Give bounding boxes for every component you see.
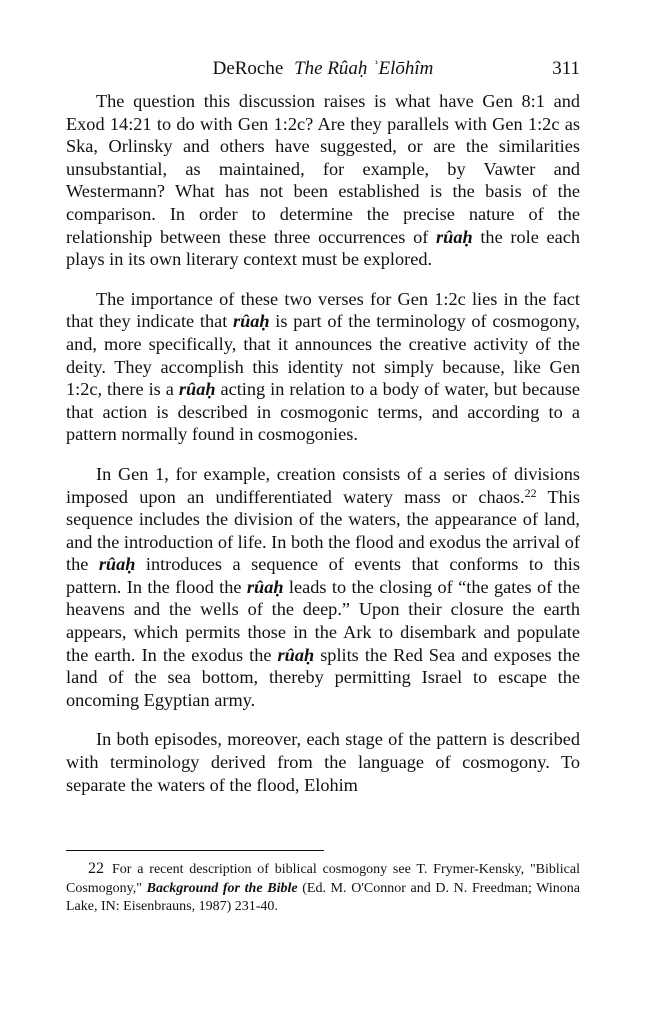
- body-paragraph: [66, 90, 580, 271]
- header-center: [66, 58, 580, 80]
- footnote-number: 22: [88, 860, 104, 877]
- footnote: [66, 860, 580, 917]
- paragraph-text: splits the Red Sea and exposes the land of the sea bottom, thereby permitting Israel to escape the oncoming Egyptian army.: [66, 644, 580, 710]
- transliterated-term: rûaḥ: [178, 379, 216, 400]
- footnote-text-before: For a recent description of biblical cosmogony see T. Frymer-Kensky, "Biblical Cosmogony,": [66, 862, 580, 896]
- transliterated-term: rûaḥ: [246, 576, 284, 597]
- paragraph-text: This sequence includes the division of the waters, the appearance of land, and the introduction of life. In both the flood and exodus the arrival of the: [66, 486, 581, 575]
- paragraph-text: The question this discussion raises is what have Gen 8:1 and Exod 14:21 to do with Gen 1:2c? Are they parallels with Gen 1:2c as Ska, Orlinsky and others have suggested, or are the similarities unsubstantial, as maintained, for example, by Vawter and Westermann? What has not been established is the basis of the comparison. In order to determine the precise nature of the relationship between these three occurrences of: [66, 91, 580, 247]
- footnote-text-after: (Ed. M. O'Connor and D. N. Freedman; Winona Lake, IN: Eisenbrauns, 1987) 231-40.: [66, 880, 580, 914]
- transliterated-term: rûaḥ: [98, 554, 136, 575]
- paragraph-text: leads to the closing of “the gates of the heavens and the wells of the deep.” Upon their closure the earth appears, which permits those in the Ark to disembark and populate the earth. In the exodus the: [66, 576, 580, 665]
- paragraph-text: the role each plays in its own literary context must be explored.: [66, 226, 580, 270]
- paragraph-text: introduces a sequence of events that conforms to this pattern. In the flood the: [66, 554, 580, 597]
- body-paragraph: [66, 728, 580, 796]
- transliterated-term: rûaḥ: [277, 644, 315, 665]
- header-author: DeRoche: [212, 58, 284, 79]
- running-header: [66, 58, 580, 84]
- footnote-rule: [66, 850, 324, 851]
- paragraph-text: acting in relation to a body of water, but because that action is described in cosmogonic terms, and according to a pattern normally found in cosmogonies.: [66, 379, 581, 445]
- footnote-reference: 22: [524, 485, 537, 500]
- footnote-book-title: Background for the Bible: [146, 880, 298, 896]
- paragraph-text: is part of the terminology of cosmogony, and, more specifically, that it announces the creative activity of the deity. They accomplish this identity not simply because, like Gen 1:2c, there is a: [66, 311, 580, 400]
- body-text: [66, 90, 580, 796]
- paragraph-text: In Gen 1, for example, creation consists of a series of divisions imposed upon an undifferentiated watery mass or chaos.: [66, 463, 580, 507]
- body-paragraph: [66, 463, 580, 712]
- transliterated-term: rûaḥ: [436, 226, 473, 247]
- transliterated-term: rûaḥ: [233, 311, 270, 332]
- page-number: 311: [552, 58, 580, 79]
- header-title: The Rûaḥ ʾElōhîm: [294, 58, 434, 79]
- footnote-paragraph: [66, 860, 580, 917]
- paragraph-text: In both episodes, moreover, each stage of the pattern is described with terminology derived from the language of cosmogony. To separate the waters of the flood, Elohim: [66, 729, 580, 795]
- body-paragraph: [66, 288, 580, 446]
- paragraph-text: The importance of these two verses for Gen 1:2c lies in the fact that they indicate that: [66, 288, 580, 332]
